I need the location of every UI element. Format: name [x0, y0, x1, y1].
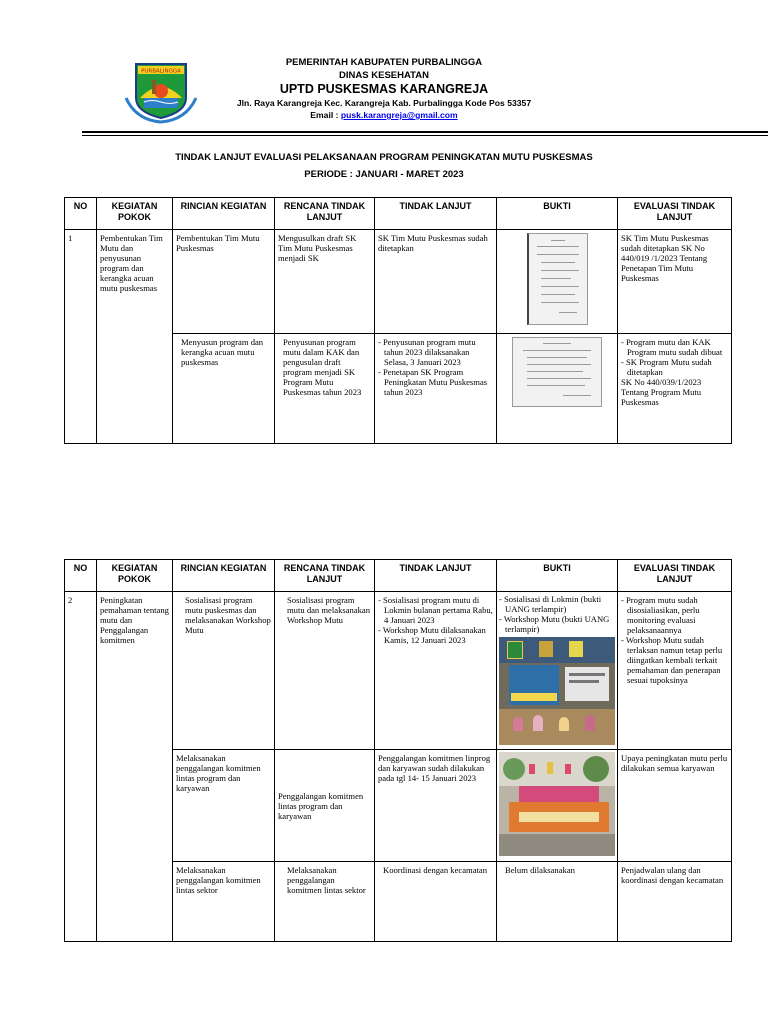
tindak-cell: Penggalangan komitmen linprog dan karyawan sudah dilakukan pada tgl 14- 15 Januari 2023	[375, 750, 497, 862]
rencana-cell: Penggalangan komitmen lintas program dan karyawan	[275, 750, 375, 862]
rencana-cell: Sosialisasi program mutu dan melaksanakan Workshop Mutu	[275, 592, 375, 750]
rincian-cell: Melaksanakan penggalangan komitmen lintas program dan karyawan	[173, 750, 275, 862]
list-item: - Penetapan SK Program Peningkatan Mutu Puskesmas tahun 2023	[378, 367, 488, 397]
header-gov-name: PEMERINTAH KABUPATEN PURBALINGGA	[285, 57, 483, 68]
rincian-cell: Sosialisasi program mutu puskesmas dan melaksanakan Workshop Mutu	[173, 592, 275, 750]
table-row	[65, 592, 732, 750]
rincian-cell: Melaksanakan penggalangan komitmen lintas sektor	[173, 862, 275, 942]
row-number: 2	[65, 592, 97, 942]
bukti-cell	[497, 230, 618, 334]
table-header-row	[65, 560, 732, 592]
bukti-cell	[497, 750, 618, 862]
evaluation-table-1	[64, 197, 732, 444]
bukti-cell	[497, 592, 618, 750]
list-item: SK No 440/039/1/2023 Tentang Program Mutu Puskesmas	[621, 377, 702, 407]
col-header-kegiatan: KEGIATAN POKOK	[97, 560, 173, 592]
tindak-cell	[375, 592, 497, 750]
evaluasi-cell: SK Tim Mutu Puskesmas sudah ditetapkan SK No 440/019 /1/2023 Tentang Penetapan Tim Mutu Puskesmas	[618, 230, 732, 334]
list-item: - Program mutu dan KAK Program mutu sudah dibuat	[621, 337, 723, 357]
list-item: - SK Program Mutu sudah ditetapkan	[621, 357, 712, 377]
bukti-cell	[497, 334, 618, 444]
bukti-cell: Belum dilaksanakan	[497, 862, 618, 942]
sk-document-thumbnail	[527, 233, 588, 325]
list-item: - Workshop Mutu (bukti UANG terlampir)	[499, 614, 610, 634]
kegiatan-cell: Pembentukan Tim Mutu dan penyusunan program dan kerangka acuan mutu puskesmas	[97, 230, 173, 444]
list-item: - Penyusunan program mutu tahun 2023 dilaksanakan Selasa, 3 Januari 2023	[378, 337, 476, 367]
list-item: - Sosialisasi di Lokmin (bukti UANG terlampir)	[499, 594, 602, 614]
header-dept-name: DINAS KESEHATAN	[339, 70, 429, 81]
document-period: PERIODE : JANUARI - MARET 2023	[304, 169, 464, 180]
evaluation-table-2	[64, 559, 732, 942]
workshop-photo	[499, 637, 615, 745]
col-header-evaluasi: EVALUASI TINDAK LANJUT	[618, 560, 732, 592]
header-address: Jln. Raya Karangreja Kec. Karangreja Kab. Purbalingga Kode Pos 53357	[236, 98, 532, 108]
rincian-cell: Pembentukan Tim Mutu Puskesmas	[173, 230, 275, 334]
col-header-rincian: RINCIAN KEGIATAN	[173, 198, 275, 230]
evaluasi-cell	[618, 334, 732, 444]
puskesmas-logo	[122, 58, 200, 124]
kegiatan-cell: Peningkatan pemahaman tentang mutu dan Penggalangan komitmen	[97, 592, 173, 942]
tindak-cell	[375, 334, 497, 444]
evaluasi-cell	[618, 592, 732, 750]
col-header-tindak: TINDAK LANJUT	[375, 198, 497, 230]
table-header-row	[65, 198, 732, 230]
rencana-cell: Melaksanakan penggalangan komitmen lintas sektor	[275, 862, 375, 942]
header-email-line	[200, 110, 568, 120]
col-header-kegiatan: KEGIATAN POKOK	[97, 198, 173, 230]
header-divider-thin	[82, 135, 768, 136]
list-item: - Program mutu sudah disosialiasikan, perlu monitoring evaluasi pelaksanaannya	[621, 595, 700, 635]
rincian-cell: Menyusun program dan kerangka acuan mutu puskesmas	[173, 334, 275, 444]
table-row	[65, 230, 732, 334]
col-header-tindak: TINDAK LANJUT	[375, 560, 497, 592]
email-link[interactable]: pusk.karangreja@gmail.com	[340, 110, 458, 120]
col-header-bukti: BUKTI	[497, 198, 618, 230]
col-header-no: NO	[65, 560, 97, 592]
header-unit-name: UPTD PUSKESMAS KARANGREJA	[279, 82, 489, 96]
col-header-evaluasi: EVALUASI TINDAK LANJUT	[618, 198, 732, 230]
col-header-rincian: RINCIAN KEGIATAN	[173, 560, 275, 592]
col-header-rencana: RENCANA TINDAK LANJUT	[275, 560, 375, 592]
row-number: 1	[65, 230, 97, 444]
evaluasi-cell: Penjadwalan ulang dan koordinasi dengan kecamatan	[618, 862, 732, 942]
program-document-thumbnail	[512, 337, 602, 407]
email-label: Email :	[310, 110, 341, 120]
rencana-cell: Penyusunan program mutu dalam KAK dan pengusulan draft program menjadi SK Program Mutu Puskesmas tahun 2023	[275, 334, 375, 444]
rencana-cell: Mengusulkan draft SK Tim Mutu Puskesmas menjadi SK	[275, 230, 375, 334]
header-divider-thick	[82, 131, 768, 133]
evaluasi-cell: Upaya peningkatan mutu perlu dilakukan semua karyawan	[618, 750, 732, 862]
svg-text:PURBALINGGA: PURBALINGGA	[141, 68, 181, 75]
col-header-no: NO	[65, 198, 97, 230]
document-title: TINDAK LANJUT EVALUASI PELAKSANAAN PROGRAM PENINGKATAN MUTU PUSKESMAS	[175, 152, 593, 163]
col-header-rencana: RENCANA TINDAK LANJUT	[275, 198, 375, 230]
commitment-photo	[499, 752, 615, 856]
tindak-cell: Koordinasi dengan kecamatan	[375, 862, 497, 942]
list-item: - Workshop Mutu sudah terlaksan namun tetap perlu diingatkan kembali terkait pemahaman dan penerapan sesuai tupoksinya	[621, 635, 723, 685]
list-item: - Workshop Mutu dilaksanakan Kamis, 12 Januari 2023	[378, 625, 486, 645]
list-item: - Sosialisasi program mutu di Lokmin bulanan pertama Rabu, 4 Januari 2023	[378, 595, 493, 625]
col-header-bukti: BUKTI	[497, 560, 618, 592]
tindak-cell: SK Tim Mutu Puskesmas sudah ditetapkan	[375, 230, 497, 334]
